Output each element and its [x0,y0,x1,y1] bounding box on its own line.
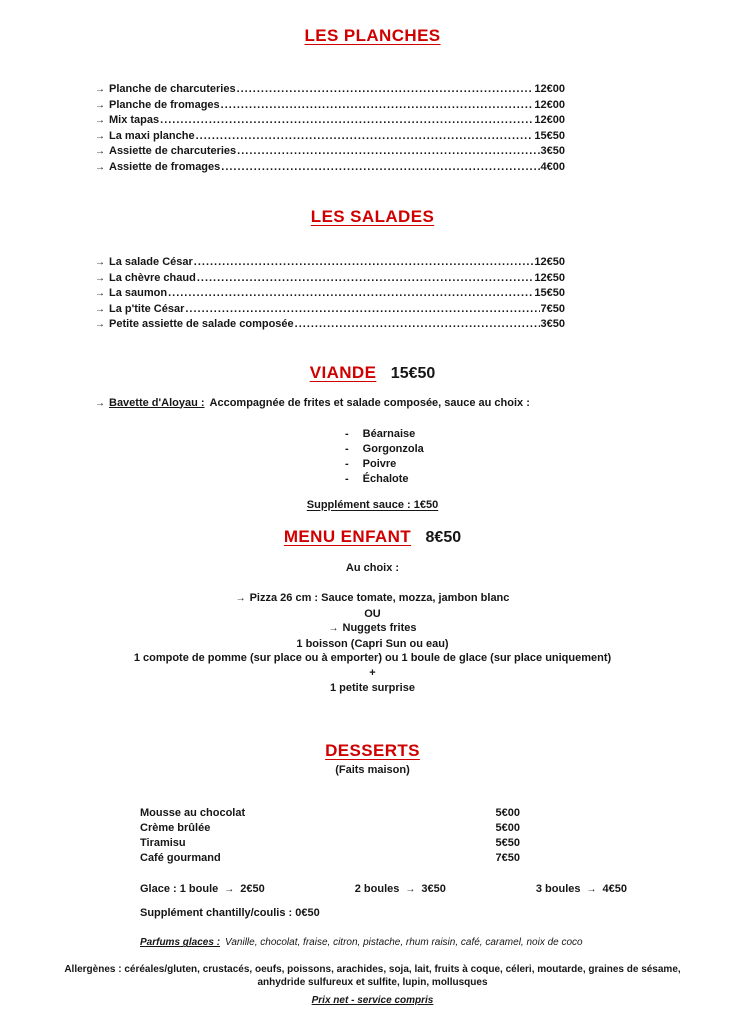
item-price: 4€00 [540,160,565,173]
item-price: 15€50 [534,129,565,142]
menu-item-row [95,302,565,318]
parfums-label: Parfums glaces : [140,937,221,949]
arrow-icon: → [95,84,105,95]
dot-leader [168,286,533,302]
section-title-salades: LES SALADES [310,207,435,226]
dessert-row [140,821,520,836]
item-name: La saumon [109,287,168,299]
allergenes-text: Allergènes : céréales/gluten, crustacés, oeufs, poissons, arachides, soja, lait, fruits à coque, céleri, moutarde, graines de sésame, anhydride sulfureux et sulfite, lupin, mollusques [64,964,681,989]
dot-leader [295,317,540,333]
menu-item-row [95,129,565,145]
item-name: La chèvre chaud [109,271,196,284]
salades-list [95,255,565,333]
arrow-icon: → [95,161,105,173]
item-price: 7€50 [540,302,565,315]
glace-price: 3€50 [421,883,446,896]
desserts-subtitle: (Faits maison) [335,764,410,777]
arrow-icon: → [95,303,105,315]
dish-name: Bavette d'Aloyau : [109,396,205,409]
menu-enfant-compote: 1 compote de pomme (sur place ou à emporter) ou 1 boule de glace (sur place uniquement) [133,652,612,665]
item-name: Mix tapas [109,114,160,126]
arrow-icon: → [95,130,105,142]
arrow-icon: → [95,99,105,111]
item-name: Assiette de fromages [109,160,221,173]
dash-bullet: - [345,472,349,485]
glace-label: 3 boules [535,883,581,896]
pizza-option-text: Pizza 26 cm : Sauce tomate, mozza, jambon blanc [249,592,510,605]
item-name: Assiette de charcuteries [109,145,237,157]
menu-enfant-nuggets-option [0,621,745,637]
dot-leader [221,98,534,114]
arrow-icon: → [328,623,339,635]
dash-bullet: - [345,457,349,470]
sauce-name: Échalote [362,472,409,485]
glace-label: Glace : 1 boule [140,883,219,896]
arrow-icon: → [95,115,105,126]
menu-item-row [95,160,565,176]
item-price: 12€50 [534,256,565,268]
section-title-planches: LES PLANCHES [304,26,441,45]
glace-pricing-row [140,883,627,895]
glace-3-boules [536,883,627,895]
dot-leader [197,271,534,287]
nuggets-option-text: Nuggets frites [342,622,417,635]
item-price: 3€50 [540,145,565,157]
arrow-icon: → [235,593,246,605]
menu-enfant-or: OU [364,607,381,620]
sauce-list [345,427,745,487]
item-name: Petite assiette de salade composée [109,318,294,330]
item-name: Mousse au chocolat [140,807,246,820]
item-price: 12€00 [534,98,565,111]
dot-leader [221,160,539,176]
menu-enfant-boisson: 1 boisson (Capri Sun ou eau) [296,637,449,650]
menu-enfant-pizza-option [0,591,745,607]
glace-label: 2 boules [354,883,400,896]
sauce-name: Gorgonzola [362,442,424,455]
sauce-item [345,457,745,472]
arrow-icon: → [95,319,105,330]
item-name: Crème brûlée [140,822,211,835]
parfums-line [140,937,745,948]
dot-leader [237,82,534,98]
menu-item-row [95,144,565,160]
dish-description: Accompagnée de frites et salade composée, sauce au choix : [209,396,530,409]
item-name: Planche de fromages [109,98,220,111]
item-price: 5€00 [495,807,520,820]
plus-sign: + [369,667,376,680]
dessert-row [140,851,520,866]
glace-2-boules [355,883,446,895]
dash-bullet: - [345,442,349,455]
arrow-icon: → [95,288,105,299]
menu-item-row [95,317,565,333]
dot-leader [196,129,534,145]
sauce-name: Poivre [362,457,397,470]
dot-leader [185,302,539,318]
menu-enfant-surprise: 1 petite surprise [330,681,415,694]
item-name: La p'tite César [109,302,185,315]
viande-dish-line [95,397,745,409]
dot-leader [194,255,534,271]
dot-leader [237,144,539,160]
prix-net-notice: Prix net - service compris [311,994,434,1006]
menu-item-row [95,255,565,271]
item-price: 5€50 [495,836,520,849]
menu-item-row [95,113,565,129]
item-price: 12€50 [534,271,565,284]
dessert-row [140,836,520,851]
arrow-icon: → [95,146,105,157]
glace-1-boule [140,883,265,895]
sauce-supplement-note: Supplément sauce : 1€50 [306,498,439,511]
desserts-list [140,806,520,865]
footer [0,964,745,1007]
menu-item-row [95,82,565,98]
menu-enfant-price: 8€50 [425,528,462,546]
planches-list [95,82,565,175]
arrow-icon: → [95,257,105,268]
item-price: 15€50 [534,287,565,299]
viande-title: VIANDE [309,362,377,382]
item-name: La maxi planche [109,129,195,142]
item-price: 12€00 [534,114,565,126]
arrow-icon: → [405,884,416,896]
section-title-desserts: DESSERTS [325,741,420,761]
menu-item-row [95,98,565,114]
dash-bullet: - [345,427,349,440]
sauce-item [345,472,745,487]
chantilly-supplement: Supplément chantilly/coulis : 0€50 [140,907,320,920]
item-price: 5€00 [495,822,520,835]
menu-item-row [95,286,565,302]
item-name: Tiramisu [140,836,186,849]
arrow-icon: → [95,272,105,284]
menu-enfant-heading [0,527,745,547]
sauce-item [345,427,745,442]
viande-heading [0,363,745,383]
dessert-row [140,806,520,821]
arrow-icon: → [586,884,597,896]
item-price: 3€50 [540,318,565,330]
menu-enfant-choice-label: Au choix : [345,561,400,574]
viande-price: 15€50 [390,364,436,382]
item-name: Planche de charcuteries [109,83,236,95]
item-name: La salade César [109,256,193,268]
sauce-item [345,442,745,457]
glace-price: 2€50 [240,883,265,896]
sauce-name: Béarnaise [362,427,416,440]
arrow-icon: → [224,884,235,896]
menu-enfant-title: MENU ENFANT [283,526,412,546]
item-price: 12€00 [534,83,565,95]
parfums-list: Vanille, chocolat, fraise, citron, pistache, rhum raisin, café, caramel, noix de coco [225,937,583,949]
menu-item-row [95,271,565,287]
glace-price: 4€50 [602,883,627,896]
arrow-icon: → [95,397,105,409]
dot-leader [160,113,533,129]
item-name: Café gourmand [140,851,221,864]
item-price: 7€50 [495,851,520,864]
